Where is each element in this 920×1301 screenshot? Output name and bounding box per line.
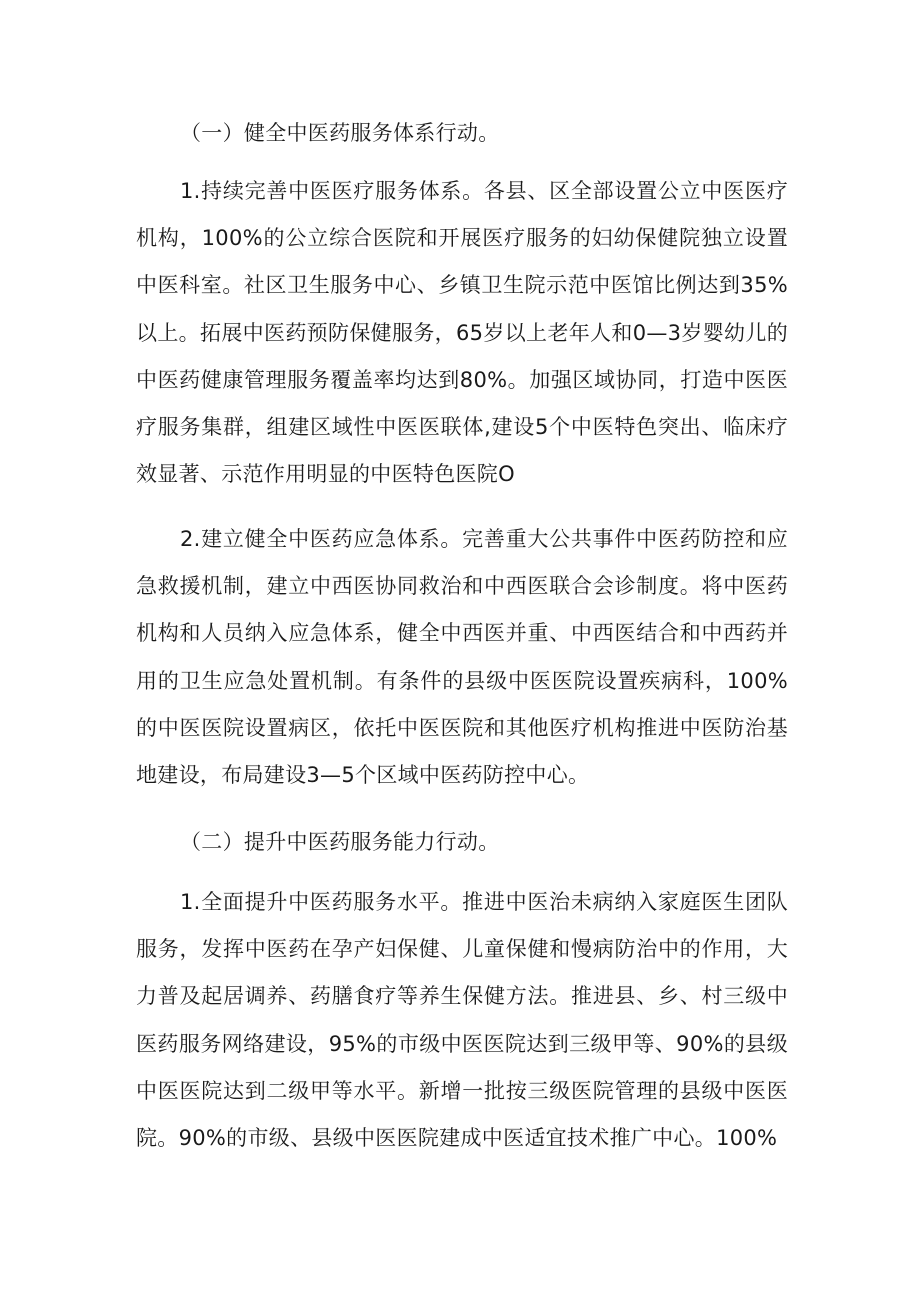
paragraph-1-2: 2.建立健全中医药应急体系。完善重大公共事件中医药防控和应急救援机制，建立中西医协同救治和中西医联合会诊制度。将中医药机构和人员纳入应急体系，健全中西医并重、中西医结合和中西药并用的卫生应急处置机制。有条件的县级中医医院设置疾病科，100%的中医医院设置病区，依托中医医院和其他医疗机构推进中医防治基地建设，布局建设3—5个区域中医药防控中心。	[136, 527, 788, 788]
paragraph-1-1: 1.持续完善中医医疗服务体系。各县、区全部设置公立中医医疗机构，100%的公立综合医院和开展医疗服务的妇幼保健院独立设置中医科室。社区卫生服务中心、乡镇卫生院示范中医馆比例达到35%以上。拓展中医药预防保健服务，65岁以上老年人和0—3岁婴幼儿的中医药健康管理服务覆盖率均达到80%。加强区域协同，打造中医医疗服务集群，组建区域性中医医联体,建设5个中医特色突出、临床疗效显著、示范作用明显的中医特色医院O	[136, 179, 788, 487]
section-heading-2: （二）提升中医药服务能力行动。	[180, 830, 500, 854]
section-heading-1: （一）健全中医药服务体系行动。	[180, 121, 500, 145]
paragraph-2-1: 1.全面提升中医药服务水平。推进中医治未病纳入家庭医生团队服务，发挥中医药在孕产妇保健、儿童保健和慢病防治中的作用，大力普及起居调养、药膳食疗等养生保健方法。推进县、乡、村三级中医药服务网络建设，95%的市级中医医院达到三级甲等、90%的县级中医医院达到二级甲等水平。新增一批按三级医院管理的县级中医医院。90%的市级、县级中医医院建成中医适宜技术推广中心。100%	[136, 890, 788, 1151]
